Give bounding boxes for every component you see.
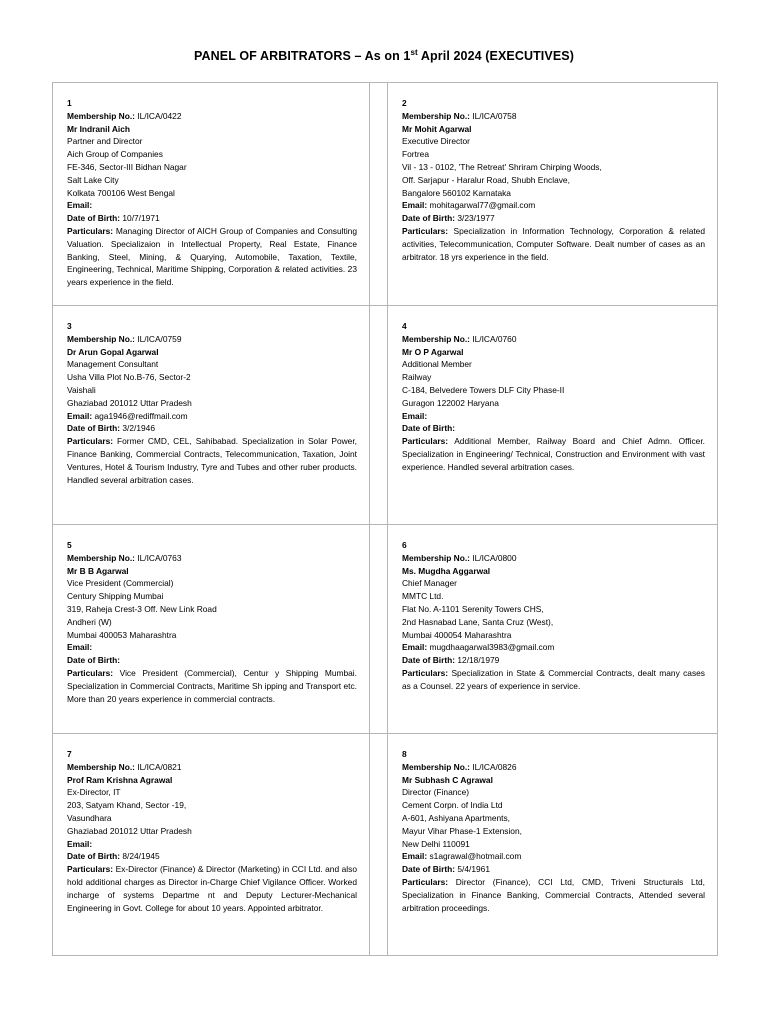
arbitrator-card	[53, 306, 370, 524]
designation: Executive Director	[402, 136, 470, 147]
membership-line	[402, 333, 705, 346]
arbitrator-card	[388, 734, 717, 955]
particulars	[402, 667, 705, 693]
address-line: Kolkata 700106 West Bengal	[67, 187, 175, 198]
arbitrator-name: Mr Subhash C Agrawal	[402, 774, 493, 785]
particulars-text: Director (Finance), CCI Ltd, CMD, Triveni Structurals Ltd, Specialization in Finance Banking, Commercial Contracts, Attended several arbitration proceedings.	[402, 876, 706, 913]
entry-number: 3	[67, 321, 72, 331]
membership-line	[402, 552, 705, 565]
column-gap	[370, 525, 388, 733]
table-row	[53, 525, 717, 734]
email-line	[67, 410, 357, 423]
membership-line	[402, 110, 705, 123]
particulars-text: Ex-Director (Finance) & Director (Marketing) in CCI Ltd. and also hold additional charges as Director in-Charge Chief Vigilance Officer. Worked incharge of systems Departme nt and Deputy Lecturer-Mechanical Engineering in Govt. College for about 10 years. Appointed arbitrator.	[67, 864, 357, 913]
dob-value: 3/2/1946	[122, 423, 155, 434]
email-value: s1agrawal@hotmail.com	[429, 851, 522, 862]
address-line: 2nd Hasnabad Lane, Santa Cruz (West),	[402, 616, 554, 627]
membership-line	[67, 333, 357, 346]
address-line: Vasundhara	[67, 812, 112, 823]
dob-value: 3/23/1977	[457, 213, 495, 224]
membership-number: IL/ICA/0758	[472, 110, 517, 121]
entry-number: 1	[67, 98, 72, 108]
email-label: Email:	[402, 851, 428, 862]
email-line	[402, 199, 705, 212]
entry-number: 8	[402, 749, 407, 759]
designation: Vice President (Commercial)	[67, 578, 174, 589]
particulars-label: Particulars:	[402, 667, 449, 678]
membership-number: IL/ICA/0821	[137, 761, 182, 772]
membership-line	[67, 552, 357, 565]
address-line: Vaishali	[67, 384, 96, 395]
address-line: Off. Sarjapur - Haralur Road, Shubh Enclave,	[402, 174, 570, 185]
table-row	[53, 306, 717, 525]
designation: Management Consultant	[67, 359, 159, 370]
dob-label: Date of Birth:	[402, 655, 456, 666]
arbitrator-name: Mr B B Agarwal	[67, 565, 129, 576]
dob-label: Date of Birth:	[402, 423, 456, 434]
entry-number: 4	[402, 321, 407, 331]
designation: Ex-Director, IT	[67, 787, 121, 798]
dob-line	[67, 654, 357, 667]
particulars	[67, 435, 357, 486]
address-line: 319, Raheja Crest-3 Off. New Link Road	[67, 603, 217, 614]
column-gap	[370, 83, 388, 305]
particulars-text: Managing Director of AICH Group of Companies and Consulting Valuation. Specializaion in Intellectual Property, Real Estate, Finance Banking, Steel, Mining, & Quarying, Automobile, Taxation, Textile, Engineering, Technical, Maritime Shipping, Corporation & related activities. 23 years experience in the field.	[67, 225, 357, 288]
particulars-label: Particulars:	[402, 225, 449, 236]
address-line: Mayur Vihar Phase-1 Extension,	[402, 825, 522, 836]
email-value: mohitagarwal77@gmail.com	[429, 200, 536, 211]
email-label: Email:	[67, 200, 93, 211]
membership-line	[67, 761, 357, 774]
dob-line	[67, 850, 357, 863]
dob-value: 12/18/1979	[457, 655, 500, 666]
designation: Additional Member	[402, 359, 472, 370]
address-line: FE-346, Sector-III Bidhan Nagar	[67, 161, 187, 172]
dob-label: Date of Birth:	[402, 864, 456, 875]
email-label: Email:	[67, 410, 93, 421]
address-line: Century Shipping Mumbai	[67, 591, 164, 602]
address-line: Cement Corpn. of India Ltd	[402, 800, 503, 811]
dob-label: Date of Birth:	[67, 213, 121, 224]
email-line	[67, 641, 357, 654]
particulars-label: Particulars:	[67, 225, 114, 236]
membership-label: Membership No.:	[67, 110, 135, 121]
particulars-text: Specialization in State & Commercial Contracts, dealt many cases as a Counsel. 22 years of experience in service.	[402, 667, 705, 691]
address-line: Ghaziabad 201012 Uttar Pradesh	[67, 397, 192, 408]
particulars-label: Particulars:	[67, 864, 114, 875]
dob-line	[402, 863, 705, 876]
arbitrator-name: Mr Indranil Aich	[67, 123, 130, 134]
address-line: Bangalore 560102 Karnataka	[402, 187, 511, 198]
email-line	[402, 641, 705, 654]
address-line: Usha Villa Plot No.B-76, Sector-2	[67, 372, 191, 383]
email-label: Email:	[402, 200, 428, 211]
particulars-text: Additional Member, Railway Board and Chief Admn. Officer. Specialization in Engineering/ Technical, Construction and Environment with vast experience. Handled several arbitration cases.	[402, 436, 705, 472]
entry-number: 2	[402, 98, 407, 108]
designation: Partner and Director	[67, 136, 143, 147]
particulars	[67, 863, 357, 914]
membership-line	[67, 110, 357, 123]
dob-label: Date of Birth:	[402, 213, 456, 224]
entry-number: 5	[67, 540, 72, 550]
address-line: New Delhi 110091	[402, 838, 470, 849]
address-line: Vil - 13 - 0102, 'The Retreat' Shriram Chirping Woods,	[402, 161, 602, 172]
address-line: Fortrea	[402, 149, 429, 160]
particulars	[402, 435, 705, 473]
particulars	[402, 876, 705, 914]
address-line: Mumbai 400054 Maharashtra	[402, 629, 512, 640]
column-gap	[370, 306, 388, 524]
address-line: C-184, Belvedere Towers DLF City Phase-II	[402, 384, 565, 395]
arbitrator-name: Dr Arun Gopal Agarwal	[67, 346, 159, 357]
membership-line	[402, 761, 705, 774]
dob-line	[402, 654, 705, 667]
address-line: Salt Lake City	[67, 174, 119, 185]
membership-label: Membership No.:	[67, 333, 135, 344]
arbitrator-card	[388, 525, 717, 733]
address-line: Ghaziabad 201012 Uttar Pradesh	[67, 825, 192, 836]
particulars-label: Particulars:	[402, 876, 449, 887]
address-line: Mumbai 400053 Maharashtra	[67, 629, 177, 640]
email-line	[67, 838, 357, 851]
arbitrator-name: Mr O P Agarwal	[402, 346, 464, 357]
page-title: PANEL OF ARBITRATORS – As on 1st April 2024 (EXECUTIVES)	[194, 48, 574, 64]
arbitrator-card	[53, 525, 370, 733]
dob-value: 10/7/1971	[122, 213, 160, 224]
particulars-text: Former CMD, CEL, Sahibabad. Specialization in Solar Power, Finance Banking, Commercial Contracts, Telecommunication, Taxation, Joint Ventures, Hotel & Tourism Industry, Tyre and Tubes and other ruber products. Handled several arbitration cases.	[67, 436, 357, 485]
particulars-label: Particulars:	[67, 436, 114, 447]
address-line: MMTC Ltd.	[402, 591, 444, 602]
address-line: A-601, Ashiyana Apartments,	[402, 812, 511, 823]
particulars-text: Specialization in Information Technology, Corporation & related activities, Telecommunication, Computer Software. Dealt number of cases as an arbitrator. 18 yrs experience in the field.	[402, 225, 705, 262]
table-row	[53, 83, 717, 306]
dob-line	[67, 422, 357, 435]
particulars	[67, 225, 357, 289]
membership-number: IL/ICA/0800	[472, 552, 517, 563]
email-label: Email:	[67, 642, 93, 653]
membership-label: Membership No.:	[402, 761, 470, 772]
particulars-text: Vice President (Commercial), Centur y Shipping Mumbai. Specialization in Commercial Contracts, Maritime Sh ipping and Transport etc. More than 20 years experience in commercial contracts.	[67, 667, 357, 704]
email-label: Email:	[402, 642, 428, 653]
email-line	[402, 410, 705, 423]
membership-label: Membership No.:	[67, 761, 135, 772]
address-line: 203, Satyam Khand, Sector -19,	[67, 800, 187, 811]
membership-label: Membership No.:	[402, 552, 470, 563]
arbitrator-card	[388, 83, 717, 305]
email-label: Email:	[67, 838, 93, 849]
email-line	[402, 850, 705, 863]
dob-value: 5/4/1961	[457, 864, 490, 875]
arbitrator-name: Mr Mohit Agarwal	[402, 123, 472, 134]
entry-number: 7	[67, 749, 72, 759]
arbitrator-card	[53, 734, 370, 955]
membership-number: IL/ICA/0826	[472, 761, 517, 772]
email-value: aga1946@rediffmail.com	[94, 410, 188, 421]
entry-number: 6	[402, 540, 407, 550]
address-line: Andheri (W)	[67, 616, 112, 627]
dob-value: 8/24/1945	[122, 851, 160, 862]
dob-line	[67, 212, 357, 225]
membership-number: IL/ICA/0759	[137, 333, 182, 344]
address-line: Aich Group of Companies	[67, 149, 163, 160]
dob-line	[402, 212, 705, 225]
dob-label: Date of Birth:	[67, 423, 121, 434]
arbitrator-card	[53, 83, 370, 305]
address-line: Railway	[402, 372, 432, 383]
membership-label: Membership No.:	[402, 110, 470, 121]
membership-label: Membership No.:	[67, 552, 135, 563]
dob-line	[402, 422, 705, 435]
dob-label: Date of Birth:	[67, 851, 121, 862]
membership-number: IL/ICA/0760	[472, 333, 517, 344]
arbitrator-name: Prof Ram Krishna Agrawal	[67, 774, 173, 785]
particulars-label: Particulars:	[402, 436, 449, 447]
particulars	[402, 225, 705, 263]
email-label: Email:	[402, 410, 428, 421]
particulars	[67, 667, 357, 705]
email-value: mugdhaagarwal3983@gmail.com	[429, 642, 555, 653]
column-gap	[370, 734, 388, 955]
membership-label: Membership No.:	[402, 333, 470, 344]
arbitrator-name: Ms. Mugdha Aggarwal	[402, 565, 491, 576]
address-line: Guragon 122002 Haryana	[402, 397, 499, 408]
email-line	[67, 199, 357, 212]
designation: Chief Manager	[402, 578, 457, 589]
address-line: Flat No. A-1101 Serenity Towers CHS,	[402, 603, 544, 614]
membership-number: IL/ICA/0763	[137, 552, 182, 563]
dob-label: Date of Birth:	[67, 655, 121, 666]
arbitrator-card	[388, 306, 717, 524]
particulars-label: Particulars:	[67, 667, 114, 678]
designation: Director (Finance)	[402, 787, 470, 798]
table-row	[53, 734, 717, 955]
arbitrators-table	[52, 82, 718, 956]
membership-number: IL/ICA/0422	[137, 110, 182, 121]
